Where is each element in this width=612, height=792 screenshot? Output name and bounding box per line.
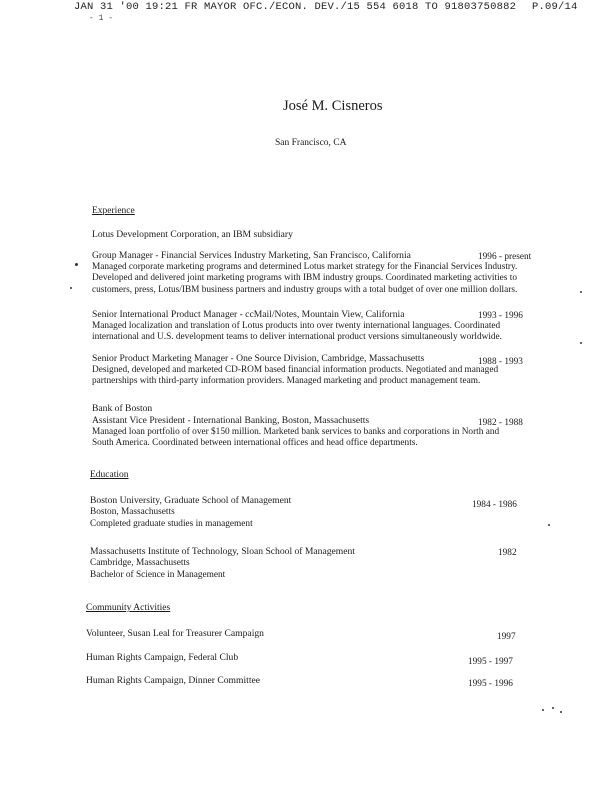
experience-heading: Experience [92,206,135,216]
role-description-line: Managed localization and translation of Lotus products into over twenty international languages. Coordinated [92,321,501,331]
education-dates: 1984 - 1986 [472,500,517,510]
role-title: Senior International Product Manager - ccMail/Notes, Mountain View, California [92,309,405,320]
role-title: Senior Product Marketing Manager - One Source Division, Cambridge, Massachusetts [92,353,425,364]
community-dates: 1997 [497,632,516,642]
community-heading: Community Activities [86,603,171,613]
fax-page-number: P.09/14 [532,1,578,13]
employer-name: Bank of Boston [92,403,153,414]
role-description-line: Designed, developed and marketed CD-ROM based financial information products. Negotiated and managed [92,365,499,375]
scan-speck [548,524,550,526]
role-dates: 1982 - 1988 [478,418,523,428]
role-description-line: partnerships with third-party information providers. Managed marketing and product management team. [92,376,481,386]
education-detail: Bachelor of Science in Management [90,570,226,580]
fax-mark: - 1 - [89,14,114,23]
resume-name: José M. Cisneros [283,98,383,114]
role-description-line: Managed loan portfolio of over $150 million. Marketed bank services to banks and corporations in North and [92,427,500,437]
education-place: Boston, Massachusetts [90,507,175,517]
education-school: Massachusetts Institute of Technology, Sloan School of Management [90,546,355,557]
role-description-line: South America. Coordinated between international offices and head office departments. [92,438,418,448]
role-dates: 1988 - 1993 [478,357,523,367]
education-dates: 1982 [498,548,517,558]
scan-speck [580,291,582,293]
education-heading: Education [90,470,129,480]
role-description-line: Developed and delivered joint marketing programs with IBM industry groups. Coordinated marketing activities to [92,273,517,283]
scan-speck [542,709,544,711]
community-dates: 1995 - 1997 [468,657,513,667]
community-item: Human Rights Campaign, Federal Club [86,652,239,663]
role-title: Group Manager - Financial Services Industry Marketing, San Francisco, California [92,250,411,261]
education-place: Cambridge, Massachusetts [90,558,190,568]
role-description-line: customers, press, Lotus/IBM business partners and industry groups with a total budget of over one million dollars. [92,285,518,295]
resume-location: San Francisco, CA [275,138,347,148]
role-description-line: Managed corporate marketing programs and determined Lotus market strategy for the Financial Services Industry. [92,262,518,272]
role-dates: 1996 - present [478,252,532,262]
community-dates: 1995 - 1996 [468,679,513,689]
scan-speck [70,287,72,289]
role-dates: 1993 - 1996 [478,311,523,321]
community-item: Human Rights Campaign, Dinner Committee [86,675,260,686]
education-school: Boston University, Graduate School of Management [90,495,292,506]
employer-name: Lotus Development Corporation, an IBM subsidiary [92,229,293,240]
scan-speck [75,263,78,266]
fax-header-line: JAN 31 '00 19:21 FR MAYOR OFC./ECON. DEV./15 554 6018 TO 91803750882 [74,1,517,13]
scan-speck [580,342,582,344]
role-description-line: international and U.S. development teams to deliver international product versions simultaneously worldwide. [92,332,503,342]
scan-speck [560,711,562,713]
scan-speck [552,707,554,709]
role-title: Assistant Vice President - International Banking, Boston, Massachusetts [92,415,370,426]
education-detail: Completed graduate studies in management [90,519,253,529]
community-item: Volunteer, Susan Leal for Treasurer Campaign [86,628,264,639]
